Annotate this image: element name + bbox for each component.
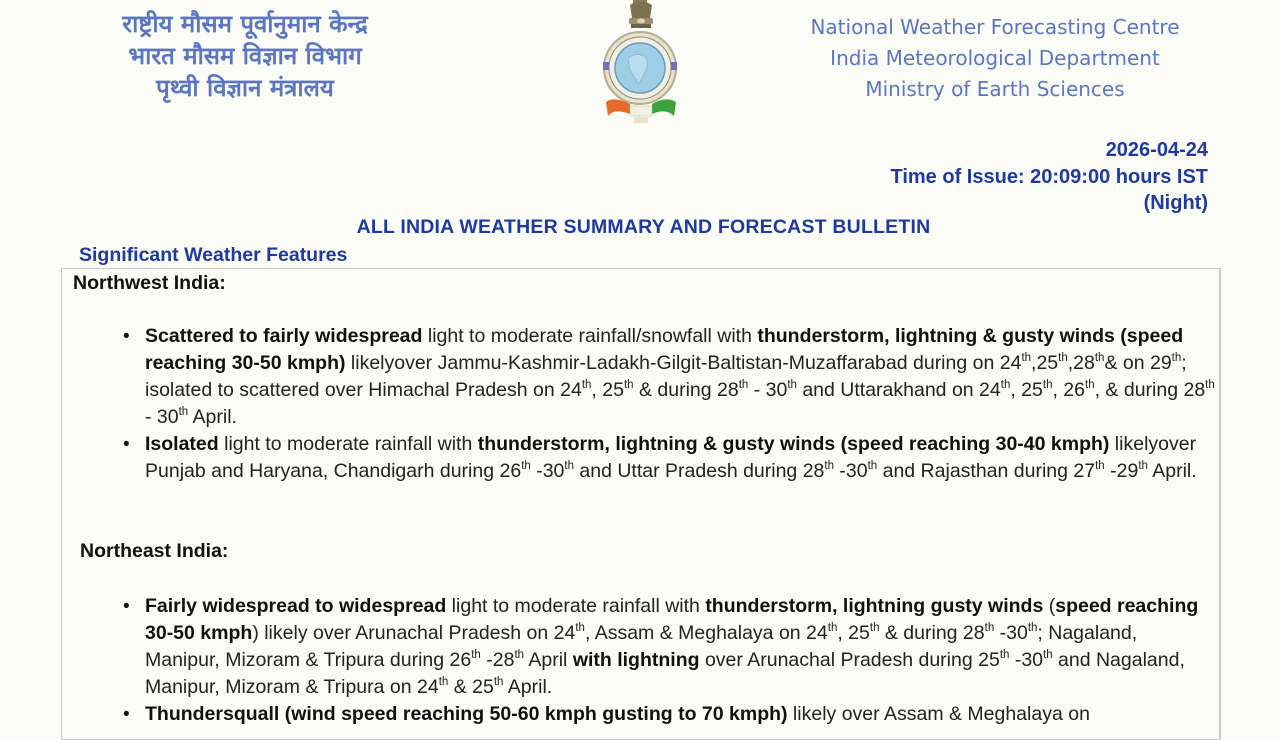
list-item: • Scattered to fairly widespread light to moderate rainfall/snowfall with thunderstorm, lightning & gusty winds (speed reaching 30-50 kmph) likelyover Jammu-Kashmir-Ladakh-Gilgit-Baltistan-Muzaffarabad during on 24th,25th,28th& on 29th; isolated to scattered over Himachal Pradesh on 24th, 25th & during 28th - 30th and Uttarakhand on 24th, 25th, 26th, & during 28th - 30th April. xyxy=(145,323,1215,431)
issue-period: (Night) xyxy=(1143,192,1208,214)
list-item: • Thundersquall (wind speed reaching 50-60 kmph gusting to 70 kmph) likely over Assam & Meghalaya on xyxy=(145,701,1215,728)
list-item: • Fairly widespread to widespread light to moderate rainfall with thunderstorm, lightning gusty winds (speed reaching 30-50 kmph) likely over Arunachal Pradesh on 24th, Assam & Meghalaya on 24th, 25th & during 28th -30th; Nagaland, Manipur, Mizoram & Tripura during 26th -28th April with lightning over Arunachal Pradesh during 25th -30th and Nagaland, Manipur, Mizoram & Tripura on 24th & 25th April. xyxy=(145,593,1215,701)
hindi-org-line-2: भारत मौसम विज्ञान विभाग xyxy=(128,42,362,70)
bulletin-title: ALL INDIA WEATHER SUMMARY AND FORECAST BULLETIN xyxy=(356,216,931,238)
section-title: Significant Weather Features xyxy=(79,244,348,266)
northeast-bullet-list xyxy=(145,593,1215,728)
list-item: • Isolated light to moderate rainfall with thunderstorm, lightning & gusty winds (speed reaching 30-40 kmph) likelyover Punjab and Haryana, Chandigarh during 26th -30th and Uttar Pradesh during 28th -30th and Rajasthan during 27th -29th April. xyxy=(145,431,1215,485)
issue-date: 2026-04-24 xyxy=(1105,139,1208,161)
issue-info xyxy=(890,137,1208,217)
hindi-org-line-1: राष्ट्रीय मौसम पूर्वानुमान केन्द्र xyxy=(122,10,368,38)
english-org-line-3: Ministry of Earth Sciences xyxy=(865,77,1125,101)
hindi-org-line-3: पृथ्वी विज्ञान मंत्रालय xyxy=(156,74,334,102)
english-org-line-1: National Weather Forecasting Centre xyxy=(810,15,1180,39)
hindi-org-header xyxy=(80,8,410,104)
english-org-header xyxy=(790,12,1200,105)
english-org-line-2: India Meteorological Department xyxy=(830,46,1160,70)
region-heading-northwest: Northwest India: xyxy=(73,272,226,294)
imd-emblem-icon xyxy=(600,0,682,126)
northwest-bullet-list xyxy=(145,323,1215,485)
region-heading-northeast: Northeast India: xyxy=(80,540,229,562)
issue-time: Time of Issue: 20:09:00 hours IST xyxy=(890,165,1208,188)
